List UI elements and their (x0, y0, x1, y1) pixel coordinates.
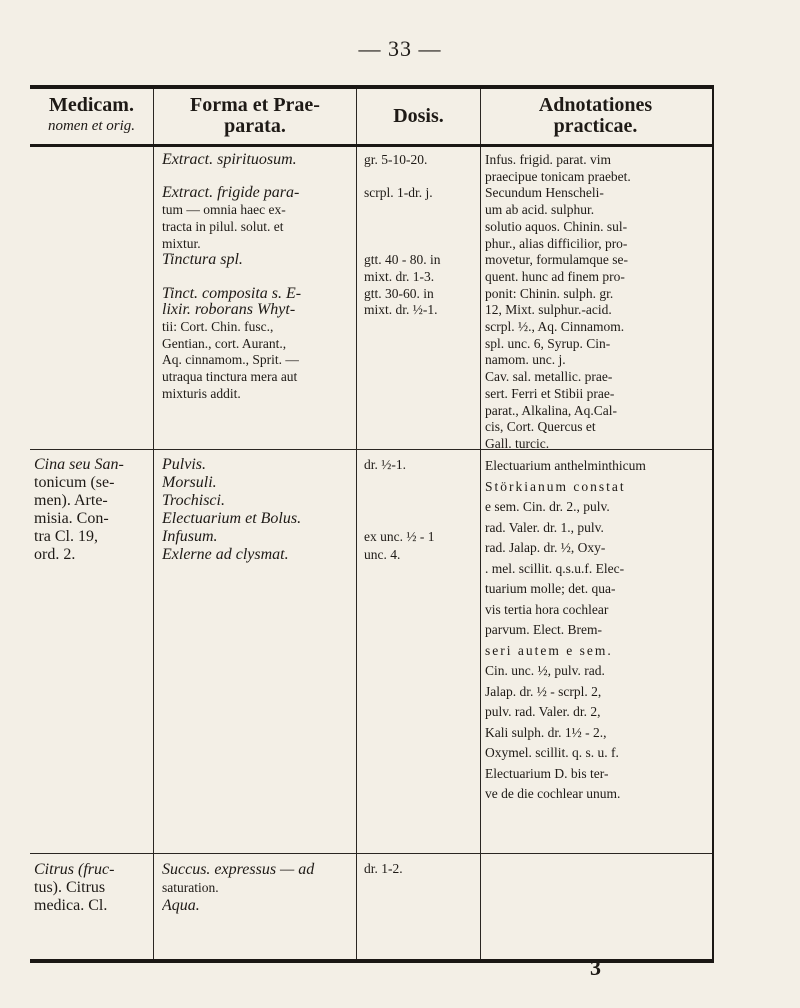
column-divider (356, 89, 357, 959)
row2-adnotationes: Electuarium anthelminthicum Störkianum constat e sem. Cin. dr. 2., pulv. rad. Valer. dr. 1., pulv. rad. Jalap. dr. ½, Oxy- . mel. scillit. q.s.u.f. Elec- tuarium molle; det. qua- vis tertia hora cochlear parvum. Elect. Brem- seri autem e sem. Cin. unc. ½, pulv. rad. Jalap. dr. ½ - scrpl. 2, pulv. rad. Valer. dr. 2, Kali sulph. dr. 1½ - 2., Oxymel. scillit. q. s. u. f. Electuarium D. bis ter- ve de die cochlear unum. (485, 458, 646, 801)
row2-dosis: dr. ½-1. ex unc. ½ - 1 unc. 4. (364, 457, 435, 562)
column-divider (480, 89, 481, 959)
header-medicam: Medicam. nomen et orig. (47, 94, 136, 134)
column-divider (153, 89, 154, 959)
row3-forma: Succus. expressus — ad saturation. Aqua. (162, 861, 315, 914)
header-dosis: Dosis. (393, 105, 444, 127)
row3-name: Citrus (fruc- tus). Citrus medica. Cl. (34, 861, 115, 914)
page-number: — 33 — (358, 36, 442, 61)
header-forma: Forma et Prae- parata. (190, 94, 320, 137)
row1-forma: Extract. spirituosum. Extract. frigide para- tum — omnia haec ex- tracta in pilul. solut. et mixtur. Tinctura spl. Tinct. composita s. E- lixir. roborans Whyt- tii: Cort. Chin. fusc., Gentian., cort. Aurant., Aq. cinnamom., Sprit. — utraqua tinctura mera aut mixturis addit. (162, 152, 302, 401)
row2-name: Cina seu San- tonicum (se- men). Arte- misia. Con- tra Cl. 19, ord. 2. (34, 456, 124, 563)
header-rule (30, 144, 712, 147)
row1-adnotationes: Infus. frigid. parat. vim praecipue tonicam praebet. Secundum Henscheli- um ab acid. sulphur. solutio aquos. Chinin. sul- phur., alias difficilior, pro- movetur, formulamque se- quent. hunc ad finem pro- ponit: Chinin. sulph. gr. 12, Mixt. sulphur.-acid. scrpl. ½., Aq. Cinnamom. spl. unc. 6, Syrup. Cin- namom. unc. j. Cav. sal. metallic. prae- sert. Ferri et Stibii prae- parat., Alkalina, Aq.Cal- cis, Cort. Quercus et Gall. turcic. (485, 152, 631, 451)
header-adnotationes: Adnotationes practicae. (538, 94, 653, 137)
pharmacopoeia-table (30, 85, 714, 963)
row3-dosis: dr. 1-2. (364, 861, 403, 876)
row1-dosis: gr. 5-10-20. scrpl. 1-dr. j. gtt. 40 - 80. in mixt. dr. 1-3. gtt. 30-60. in mixt. dr. ½-1. (364, 152, 441, 318)
row-rule (30, 853, 712, 854)
row2-forma: Pulvis. Morsuli. Trochisci. Electuarium et Bolus. Infusum. Exlerne ad clysmat. (162, 456, 302, 563)
signature-mark: 3 (590, 955, 601, 980)
